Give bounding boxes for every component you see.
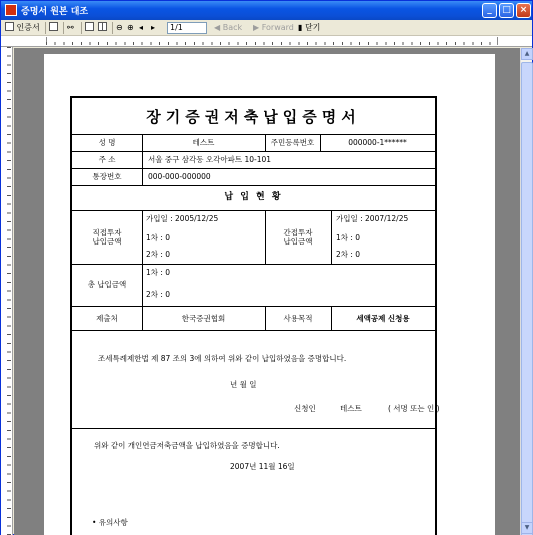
next-page-button[interactable] <box>151 22 155 34</box>
total-first: 1차 : 0 <box>146 268 171 277</box>
scroll-thumb[interactable] <box>521 62 533 535</box>
horizontal-ruler[interactable] <box>1 36 532 47</box>
direct-label-line2: 납입금액 <box>92 237 122 246</box>
close-window-button[interactable]: × <box>516 3 531 18</box>
certify-statement: 조세특례제한법 제 87 조의 3에 의하여 위와 같이 납입하였음을 증명합니다. <box>98 354 347 363</box>
arrow-right-icon: ▸ <box>151 23 156 32</box>
window-title: 증명서 원본 대조 <box>21 7 89 17</box>
address-value: 서울 중구 삼각동 오각아파트 10-101 <box>148 155 272 164</box>
close-button[interactable] <box>298 22 320 34</box>
confirm-statement: 위와 같이 개인연금저축금액을 납입하였음을 증명합니다. <box>94 441 280 450</box>
direct-investment-label <box>72 228 142 246</box>
zoom-out-icon: ⊖ <box>116 23 123 32</box>
app-icon <box>5 4 17 16</box>
address-label: 주 소 <box>98 155 116 164</box>
notes-label: • 유의사항 <box>92 518 128 527</box>
forward-arrow-icon: ▶ <box>253 23 260 32</box>
multi-page-button[interactable] <box>98 22 107 34</box>
indirect-label-line2: 납입금액 <box>283 237 313 246</box>
direct-second: 2차 : 0 <box>146 250 171 259</box>
total-payment-label: 총 납입금액 <box>87 280 127 289</box>
forward-label: Forward <box>261 23 294 32</box>
name-value: 테스트 <box>192 138 215 147</box>
minimize-button[interactable]: _ <box>482 3 497 18</box>
row-divider <box>72 306 435 307</box>
indirect-investment-label <box>265 228 331 246</box>
document-title: 장기증권저축납입증명서 <box>146 108 361 126</box>
row-divider <box>72 264 435 265</box>
sign-note: ( 서명 또는 인 ) <box>388 404 440 413</box>
find-button[interactable] <box>67 22 74 34</box>
scroll-up-button[interactable]: ▲ <box>521 48 533 60</box>
page-icon <box>49 22 58 31</box>
total-second: 2차 : 0 <box>146 290 171 299</box>
direct-first: 1차 : 0 <box>146 233 171 242</box>
name-label: 성 명 <box>98 138 116 147</box>
indirect-second: 2차 : 0 <box>336 250 361 259</box>
certificate-icon <box>5 22 14 31</box>
vertical-ruler[interactable] <box>1 47 13 535</box>
toolbar-separator <box>112 22 113 34</box>
purpose-label: 사용목적 <box>283 314 313 323</box>
title-bar[interactable] <box>1 1 532 20</box>
back-button[interactable] <box>214 22 242 34</box>
applicant-label: 신청인 <box>294 404 316 413</box>
multi-page-icon <box>98 22 107 31</box>
row-divider <box>72 428 435 429</box>
prev-page-button[interactable] <box>139 22 143 34</box>
arrow-left-icon: ◂ <box>139 23 144 32</box>
account-value: 000-000-000000 <box>148 172 211 181</box>
certificate-form <box>70 96 440 535</box>
zoom-out-button[interactable] <box>116 22 123 34</box>
toolbar <box>1 20 532 36</box>
certificate-button[interactable] <box>5 22 40 34</box>
back-arrow-icon: ◀ <box>214 23 221 32</box>
row-divider <box>72 330 435 331</box>
indirect-first: 1차 : 0 <box>336 233 361 242</box>
door-icon: ▮ <box>298 23 303 32</box>
certificate-label: 인증서 <box>16 23 40 32</box>
forward-button[interactable] <box>253 22 294 34</box>
payment-status-title: 납 입 현 황 <box>224 192 283 202</box>
single-page-button[interactable] <box>85 22 94 34</box>
toolbar-separator <box>81 22 82 34</box>
submit-to-label: 제출처 <box>96 314 118 323</box>
purpose-value: 세액공제 신청용 <box>356 314 410 323</box>
date-blank: 년 월 일 <box>230 380 257 389</box>
single-page-icon <box>85 22 94 31</box>
column-divider <box>331 210 332 264</box>
document-view[interactable] <box>14 48 520 535</box>
row-divider <box>72 151 435 152</box>
row-divider <box>72 185 435 186</box>
issue-date: 2007년 11월 16일 <box>230 462 295 471</box>
direct-join-date: 가입일 : 2005/12/25 <box>146 214 219 223</box>
row-divider <box>72 168 435 169</box>
page-number-input[interactable]: 1/1 <box>167 22 207 34</box>
zoom-in-button[interactable] <box>127 22 134 34</box>
scroll-down-button[interactable]: ▼ <box>521 522 533 534</box>
resident-number-value: 000000-1****** <box>348 138 407 147</box>
direct-label-line1: 직접투자 <box>92 228 122 237</box>
vertical-scrollbar[interactable] <box>520 48 532 535</box>
maximize-button[interactable]: □ <box>499 3 514 18</box>
zoom-in-icon: ⊕ <box>127 23 134 32</box>
document-page <box>44 54 495 535</box>
page-layout-button[interactable] <box>49 22 58 34</box>
indirect-label-line1: 간접투자 <box>283 228 313 237</box>
resident-number-label: 주민등록번호 <box>270 138 315 147</box>
back-label: Back <box>222 23 243 32</box>
ruler-ticks <box>7 47 11 535</box>
account-label: 통장번호 <box>92 172 122 181</box>
column-divider <box>142 210 143 330</box>
toolbar-separator <box>45 22 46 34</box>
row-divider <box>72 210 435 211</box>
submit-to-value: 한국증권협회 <box>181 314 226 323</box>
ruler-ticks <box>46 37 498 45</box>
indirect-join-date: 가입일 : 2007/12/25 <box>336 214 409 223</box>
toolbar-separator <box>63 22 64 34</box>
row-divider <box>72 134 435 135</box>
applicant-name: 테스트 <box>340 404 362 413</box>
binoculars-icon: ⚯ <box>67 23 74 32</box>
close-label: 닫기 <box>304 23 321 32</box>
